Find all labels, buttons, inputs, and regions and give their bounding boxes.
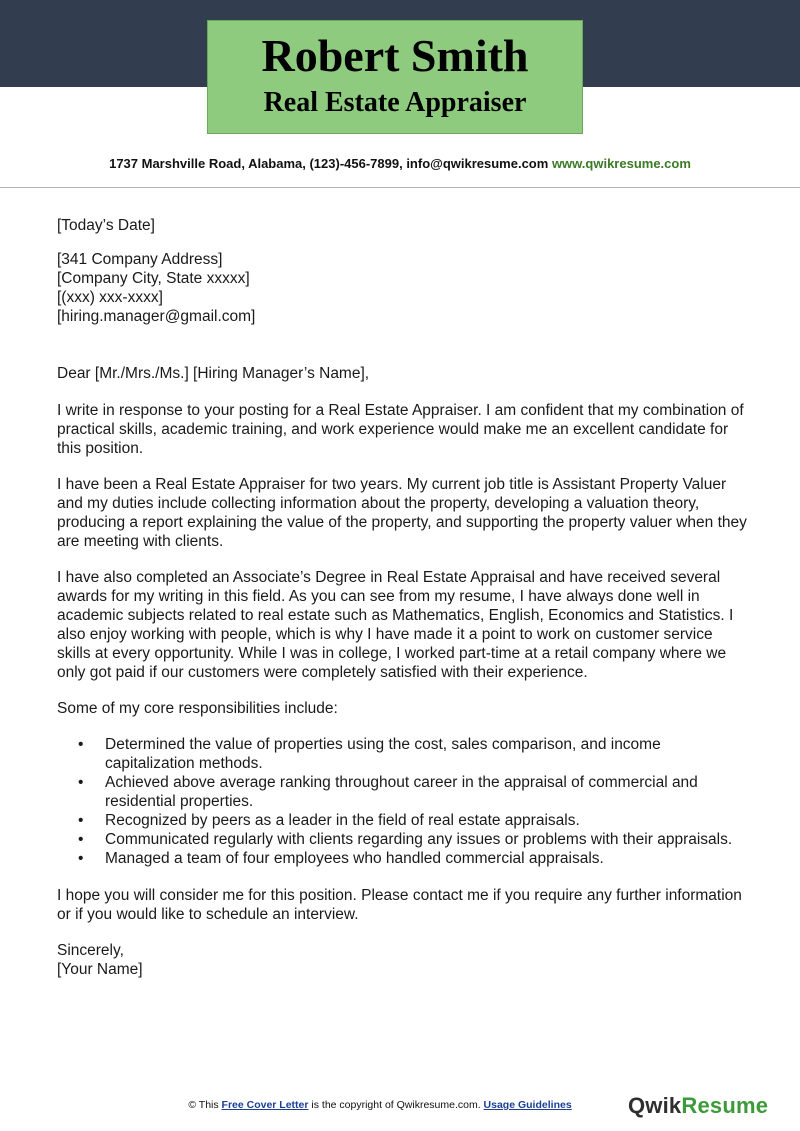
salutation: Dear [Mr./Mrs./Ms.] [Hiring Manager’s Name], bbox=[57, 365, 370, 382]
logo-part-resume: Resume bbox=[681, 1093, 769, 1118]
list-item bbox=[78, 735, 747, 773]
address-line: [(xxx) xxx-xxxx] bbox=[57, 289, 163, 306]
responsibilities-list bbox=[57, 735, 747, 868]
closing-paragraph: I hope you will consider me for this position. Please contact me if you require any further information or if you would like to schedule an interview. bbox=[57, 887, 742, 923]
list-item bbox=[78, 849, 747, 868]
letter-body bbox=[57, 216, 747, 979]
sign-off: Sincerely, bbox=[57, 942, 124, 959]
paragraph: I have been a Real Estate Appraiser for two years. My current job title is Assistant Property Valuer and my duties include collecting information about the property, developing a valuation theory, producing a report explaining the value of the property, and supporting the property valuer when they are meeting with clients. bbox=[57, 476, 747, 550]
list-item bbox=[78, 811, 747, 830]
bullet-icon: • bbox=[78, 812, 84, 829]
free-cover-letter-link[interactable]: Free Cover Letter bbox=[221, 1099, 309, 1111]
recipient-address bbox=[57, 250, 747, 326]
contact-details: 1737 Marshville Road, Alabama, (123)-456-7899, info@qwikresume.com bbox=[109, 156, 549, 171]
address-line: [Company City, State xxxxx] bbox=[57, 270, 250, 287]
bullet-icon: • bbox=[78, 831, 84, 848]
applicant-name: Robert Smith bbox=[261, 30, 529, 81]
letter-date: [Today’s Date] bbox=[57, 217, 155, 234]
list-item-text: Determined the value of properties using the cost, sales comparison, and income capitalization methods. bbox=[105, 736, 661, 772]
bullet-icon: • bbox=[78, 850, 84, 867]
list-item bbox=[78, 773, 747, 811]
signature-name: [Your Name] bbox=[57, 961, 143, 978]
footer-middle: is the copyright of Qwikresume.com. bbox=[308, 1099, 484, 1111]
usage-guidelines-link[interactable]: Usage Guidelines bbox=[483, 1099, 572, 1111]
list-item bbox=[78, 830, 747, 849]
list-item-text: Achieved above average ranking throughout career in the appraisal of commercial and residential properties. bbox=[105, 774, 698, 810]
name-box bbox=[207, 20, 583, 134]
list-item-text: Managed a team of four employees who handled commercial appraisals. bbox=[105, 850, 604, 867]
footer-prefix: © This bbox=[188, 1099, 222, 1111]
contact-line bbox=[0, 156, 800, 171]
paragraph: I write in response to your posting for a Real Estate Appraiser. I am confident that my combination of practical skills, academic training, and work experience would make me an excellent candidate for this position. bbox=[57, 402, 744, 457]
paragraph: I have also completed an Associate’s Degree in Real Estate Appraisal and have received several awards for my writing in this field. As you can see from my resume, I have always done well in academic subjects related to real estate such as Mathematics, English, Economics and Statistics. I also enjoy working with people, which is why I have made it a point to work on customer service skills at every opportunity. While I was in college, I worked part-time at a retail company where we only got paid if our customers were completely satisfied with their experience. bbox=[57, 569, 734, 681]
job-title: Real Estate Appraiser bbox=[263, 87, 527, 118]
logo-part-qwik: Qwik bbox=[628, 1093, 682, 1118]
bullet-icon: • bbox=[78, 774, 84, 791]
bullet-icon: • bbox=[78, 736, 84, 753]
address-line: [hiring.manager@gmail.com] bbox=[57, 308, 256, 325]
list-item-text: Communicated regularly with clients regarding any issues or problems with their appraisals. bbox=[105, 831, 733, 848]
responsibilities-intro: Some of my core responsibilities include: bbox=[57, 700, 338, 717]
list-item-text: Recognized by peers as a leader in the field of real estate appraisals. bbox=[105, 812, 580, 829]
header-divider bbox=[0, 187, 800, 188]
website-link[interactable]: www.qwikresume.com bbox=[551, 156, 691, 171]
qwikresume-logo bbox=[628, 1093, 768, 1119]
address-line: [341 Company Address] bbox=[57, 251, 223, 268]
